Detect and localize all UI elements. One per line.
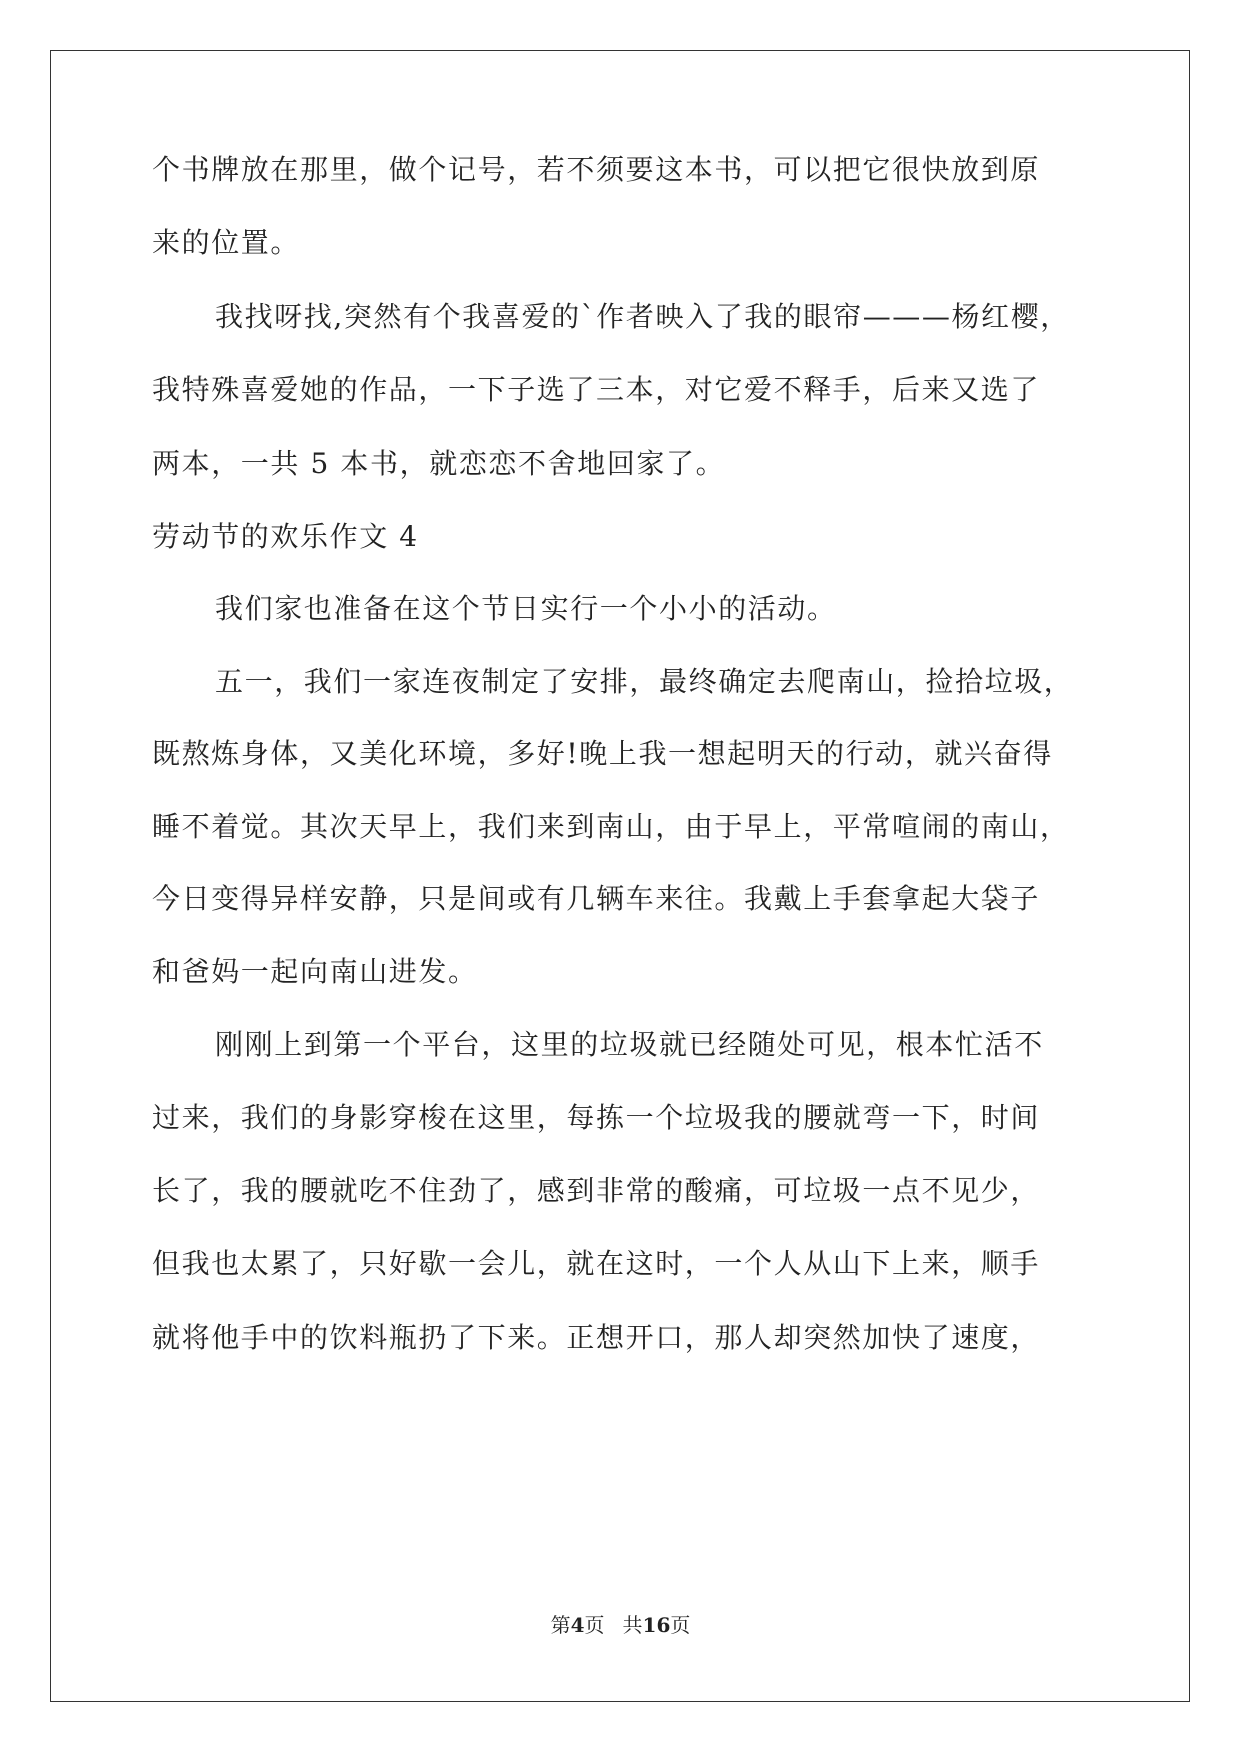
body-line-1: 个书牌放在那里，做个记号，若不须要这本书，可以把它很快放到原 <box>152 153 1041 186</box>
body-line-3: 我找呀找,突然有个我喜爱的`作者映入了我的眼帘———杨红樱， <box>215 300 1070 333</box>
total-page-count: 16 <box>642 1613 671 1637</box>
body-line-9: 既熬炼身体，又美化环境，多好!晚上我一想起明天的行动，就兴奋得 <box>152 737 1053 770</box>
section-heading: 劳动节的欢乐作文 4 <box>152 520 419 553</box>
body-line-5: 两本，一共 5 本书，就恋恋不舍地回家了。 <box>152 447 726 480</box>
body-line-10: 睡不着觉。其次天早上，我们来到南山，由于早上，平常喧闹的南山， <box>152 810 1070 843</box>
page-label-prefix: 第 <box>550 1613 571 1637</box>
body-line-11: 今日变得异样安静，只是间或有几辆车来往。我戴上手套拿起大袋子 <box>152 882 1041 915</box>
body-line-4: 我特殊喜爱她的作品，一下子选了三本，对它爱不释手，后来又选了 <box>152 373 1041 406</box>
current-page-number: 4 <box>570 1613 585 1637</box>
page-footer <box>0 1612 1241 1638</box>
body-line-12: 和爸妈一起向南山进发。 <box>152 955 478 988</box>
body-line-8: 五一，我们一家连夜制定了安排，最终确定去爬南山，捡拾垃圾， <box>215 665 1074 698</box>
body-line-13: 刚刚上到第一个平台，这里的垃圾就已经随处可见，根本忙活不 <box>215 1028 1044 1061</box>
body-line-15: 长了，我的腰就吃不住劲了，感到非常的酸痛，可垃圾一点不见少， <box>152 1174 1041 1207</box>
body-line-2: 来的位置。 <box>152 226 301 259</box>
page-frame <box>50 50 1190 1702</box>
body-line-7: 我们家也准备在这个节日实行一个小小的活动。 <box>215 592 837 625</box>
body-line-16: 但我也太累了，只好歇一会儿，就在这时，一个人从山下上来，顺手 <box>152 1247 1041 1280</box>
body-line-14: 过来，我们的身影穿梭在这里，每拣一个垃圾我的腰就弯一下，时间 <box>152 1101 1041 1134</box>
total-label-prefix: 共 <box>622 1613 643 1637</box>
page-label-suffix: 页 <box>584 1613 605 1637</box>
total-label-suffix: 页 <box>670 1613 691 1637</box>
body-line-17: 就将他手中的饮料瓶扔了下来。正想开口，那人却突然加快了速度， <box>152 1321 1041 1354</box>
